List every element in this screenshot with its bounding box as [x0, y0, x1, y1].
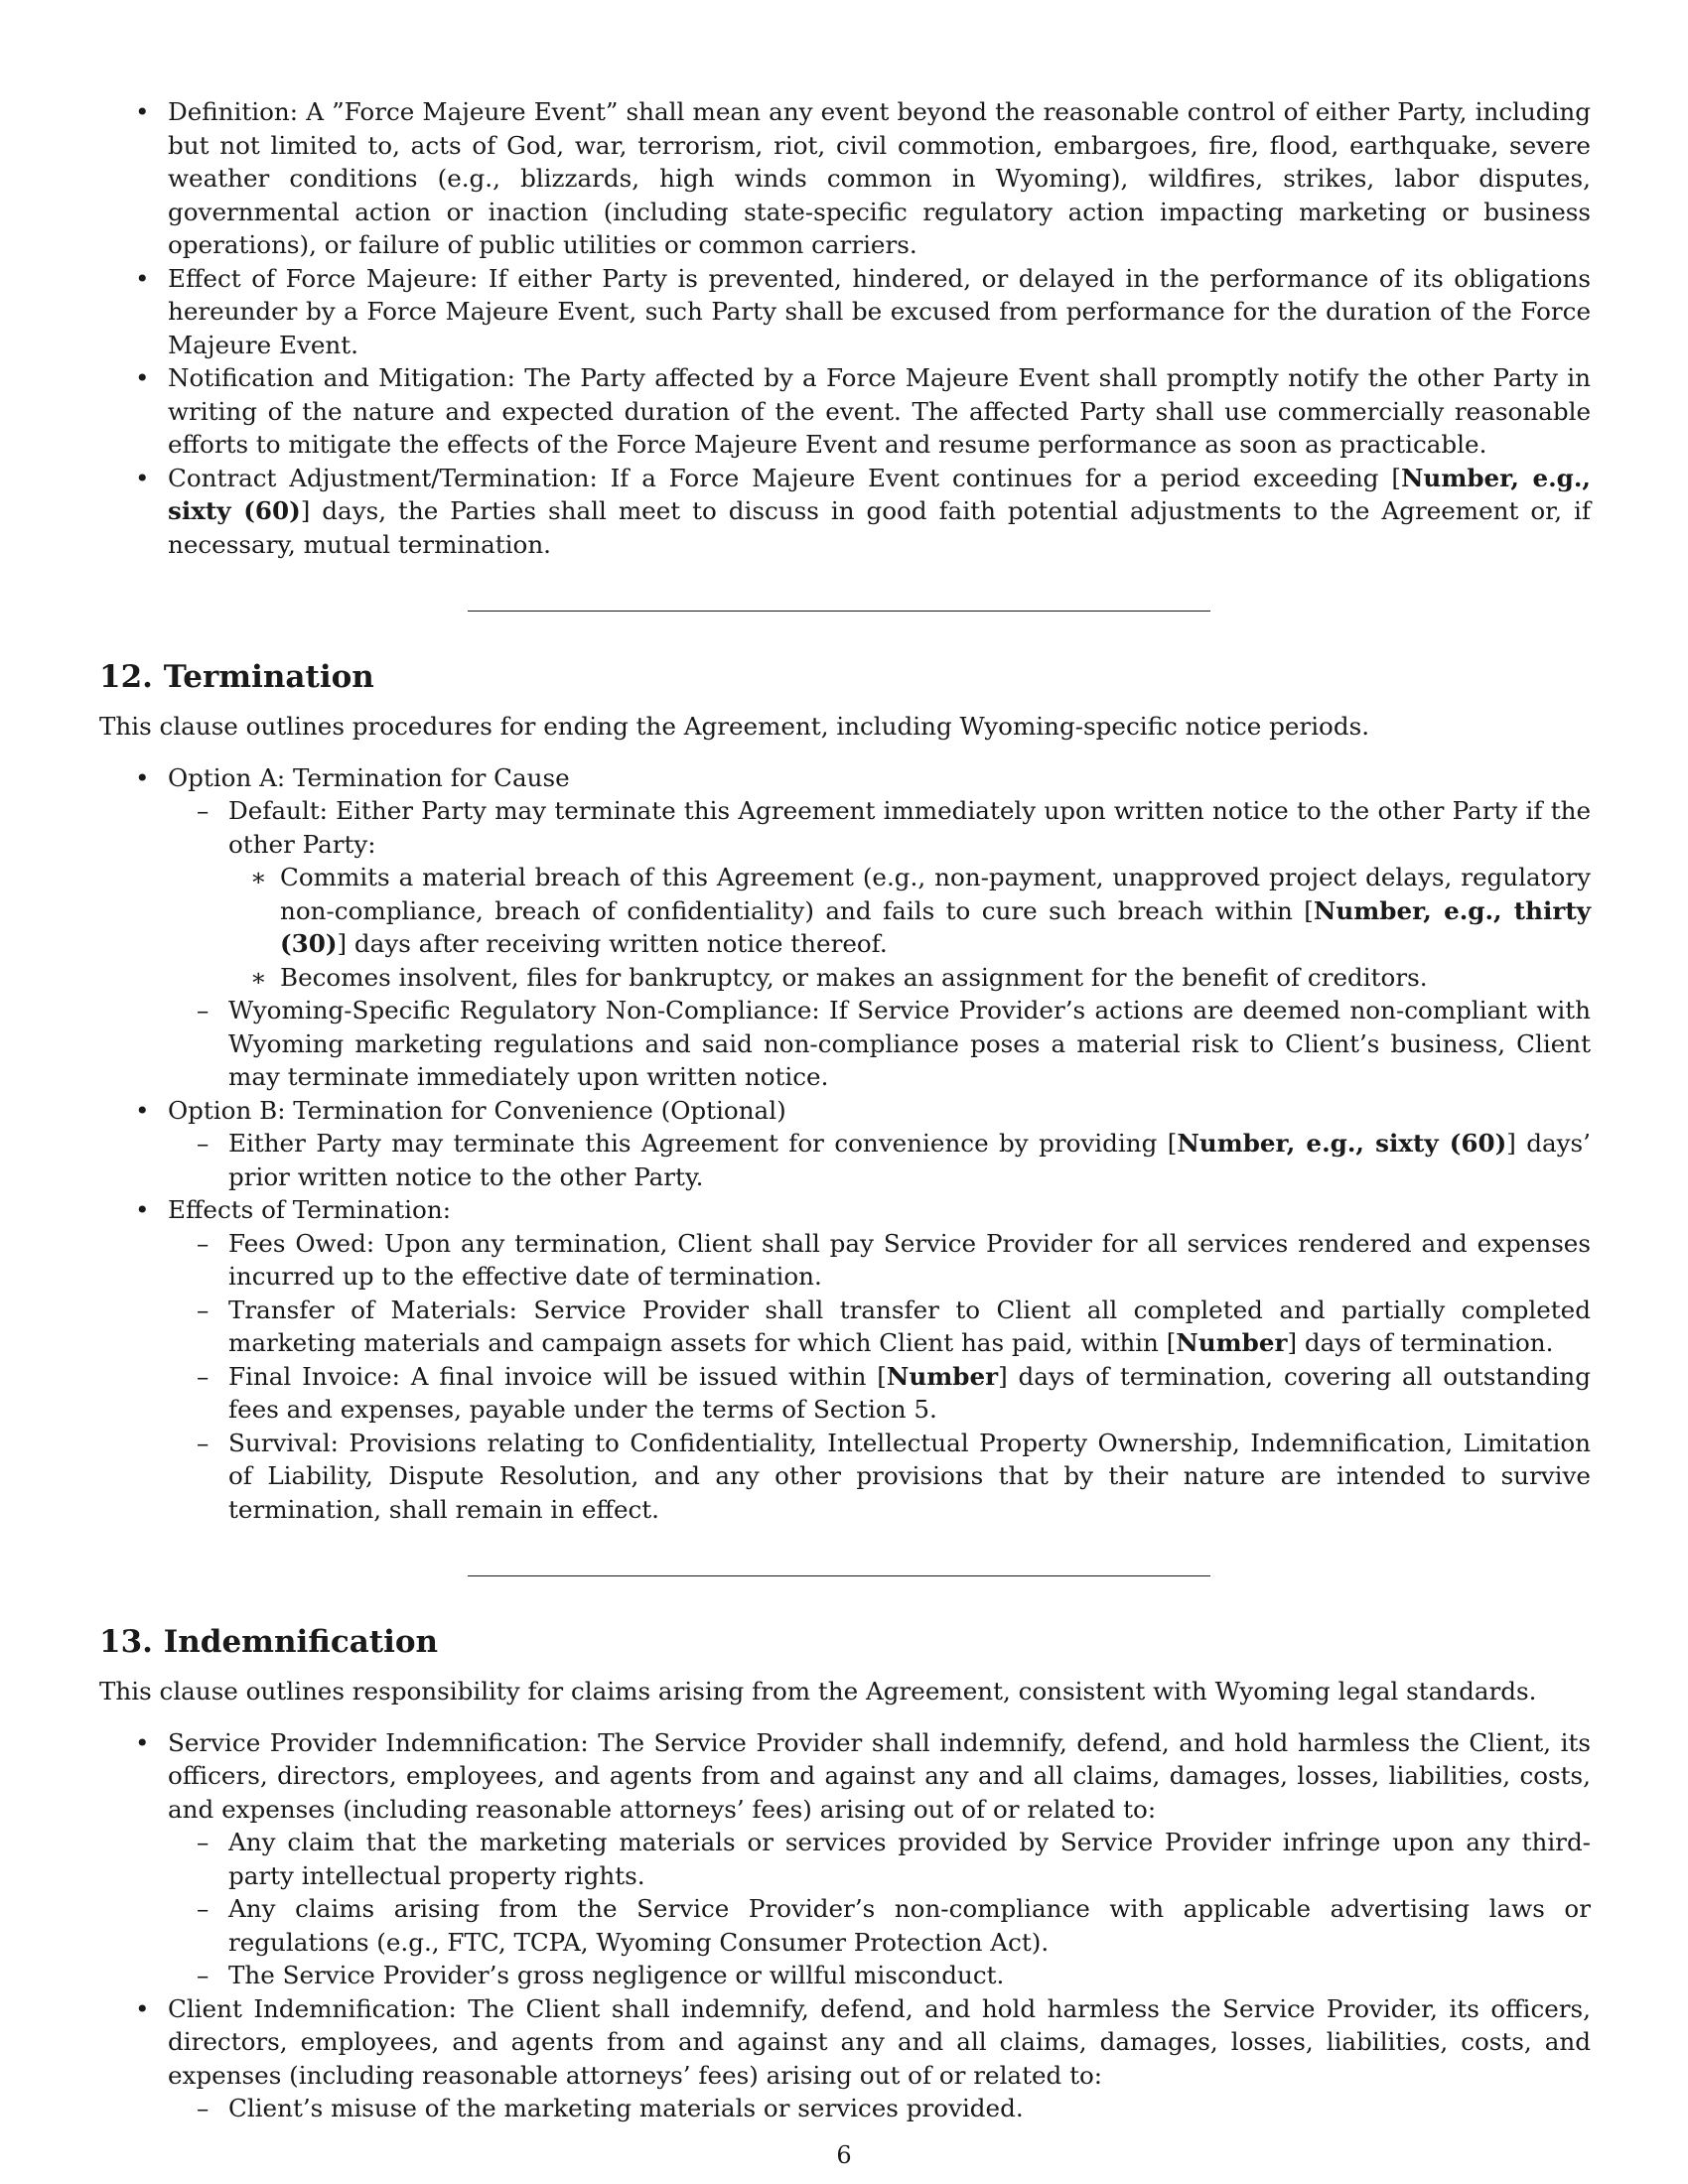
- indemnification-list: [99, 1726, 1591, 2125]
- star-icon: ∗: [250, 863, 267, 891]
- dash-icon: –: [197, 1828, 210, 1856]
- list-item: • Service Provider Indemnification: The Service Provider shall indemnify, defend, and hold harmless the Client, its officers, directors, employees, and agents from and against any and all claims, damages, losses, liabilities, costs, and expenses (including reasonable attorneys’ fees) arising out of or related to:: [135, 1727, 1591, 1824]
- list-item: – Fees Owed: Upon any termination, Client shall pay Service Provider for all services rendered and expenses incurred up to the effective date of termination.: [197, 1228, 1591, 1291]
- list-item: • Contract Adjustment/Termination: If a Force Majeure Event continues for a period exceeding [Number, e.g., sixty (60)] days, the Parties shall meet to discuss in good faith potential adjustments to the Agreement or, if necessary, mutual termination.: [135, 463, 1591, 559]
- dash-icon: –: [197, 796, 210, 825]
- dash-icon: –: [197, 1295, 210, 1324]
- list-item: • Notification and Mitigation: The Party affected by a Force Majeure Event shall promptly notify the other Party in writing of the nature and expected duration of the event. The affected Party shall use commercially reasonable efforts to mitigate the effects of the Force Majeure Event and resume performance as soon as practicable.: [135, 363, 1591, 459]
- dash-icon: –: [197, 1228, 210, 1258]
- document-page: [99, 95, 1591, 2125]
- force-majeure-list: [99, 95, 1591, 561]
- bullet-icon: •: [135, 463, 150, 492]
- bullet-icon: •: [135, 97, 150, 126]
- bullet-icon: •: [135, 1993, 150, 2023]
- list-item: – Wyoming-Specific Regulatory Non-Compliance: If Service Provider’s actions are deemed non-compliant with Wyoming marketing regulations and said non-compliance poses a material risk to Client’s business, Client may terminate immediately upon written notice.: [197, 996, 1591, 1091]
- list-item: – Default: Either Party may terminate this Agreement immediately upon written notice to the other Party if the other Party:: [197, 796, 1591, 859]
- dash-icon: –: [197, 2094, 210, 2122]
- dash-icon: –: [197, 1894, 210, 1923]
- list-item: – The Service Provider’s gross negligence or willful misconduct.: [99, 1959, 1591, 1992]
- bullet-icon: •: [135, 762, 150, 792]
- dash-icon: –: [197, 1961, 210, 1989]
- list-item: • Definition: A ”Force Majeure Event” shall mean any event beyond the reasonable control of either Party, including but not limited to, acts of God, war, terrorism, riot, civil commotion, embargoes, fire, flood, earthquake, severe weather conditions (e.g., blizzards, high winds common in Wyoming), wildfires, strikes, labor disputes, governmental action or inaction (including state-specific regulatory action impacting marketing or business operations), or failure of public utilities or common carriers.: [135, 97, 1591, 259]
- dash-icon: –: [197, 1361, 210, 1391]
- list-item: – Transfer of Materials: Service Provider shall transfer to Client all completed and partially completed marketing materials and campaign assets for which Client has paid, within [Number] days of termination.: [197, 1295, 1591, 1357]
- list-item: – Either Party may terminate this Agreement for convenience by providing [Number, e.g., sixty (60)] days’ prior written notice to the other Party.: [197, 1129, 1591, 1191]
- list-item: – Survival: Provisions relating to Confidentiality, Intellectual Property Ownership, Indemnification, Limitation of Liability, Dispute Resolution, and any other provisions that by their nature are intended to survive termination, shall remain in effect.: [197, 1428, 1591, 1524]
- star-icon: ∗: [250, 962, 267, 992]
- section-heading-indemnification: 13. Indemnification: [99, 1624, 439, 1660]
- list-item: • Effect of Force Majeure: If either Party is prevented, hindered, or delayed in the performance of its obligations hereunder by a Force Majeure Event, such Party shall be excused from performance for the duration of the Force Majeure Event.: [135, 263, 1591, 359]
- list-item: • Client Indemnification: The Client shall indemnify, defend, and hold harmless the Service Provider, its officers, directors, employees, and agents from and against any and all claims, damages, losses, liabilities, costs, and expenses (including reasonable attorneys’ fees) arising out of or related to:: [135, 1993, 1591, 2090]
- list-item: ∗ Becomes insolvent, files for bankruptcy, or makes an assignment for the benefit of creditors.: [99, 961, 1591, 995]
- bullet-icon: •: [135, 1095, 150, 1125]
- list-item: – Client’s misuse of the marketing materials or services provided.: [99, 2092, 1591, 2125]
- bullet-icon: •: [135, 263, 150, 293]
- termination-list: [99, 761, 1591, 1527]
- section-divider: [468, 1575, 1210, 1576]
- section-intro: This clause outlines procedures for ending the Agreement, including Wyoming-specific notice periods.: [99, 712, 1370, 741]
- bullet-icon: •: [135, 1727, 150, 1757]
- list-item: • Effects of Termination:: [99, 1193, 1591, 1227]
- list-item: • Option B: Termination for Convenience (Optional): [99, 1094, 1591, 1128]
- section-divider: [468, 611, 1210, 612]
- page-number: 6: [836, 2141, 852, 2169]
- list-item: – Final Invoice: A final invoice will be issued within [Number] days of termination, covering all outstanding fees and expenses, payable under the terms of Section 5.: [197, 1361, 1591, 1424]
- list-item: • Option A: Termination for Cause: [99, 761, 1591, 795]
- dash-icon: –: [197, 1129, 210, 1158]
- section-intro: This clause outlines responsibility for claims arising from the Agreement, consistent with Wyoming legal standards.: [99, 1677, 1537, 1706]
- section-heading-termination: 12. Termination: [99, 659, 374, 695]
- bullet-icon: •: [135, 1195, 150, 1224]
- list-item: – Any claims arising from the Service Provider’s non-compliance with applicable advertising laws or regulations (e.g., FTC, TCPA, Wyoming Consumer Protection Act).: [197, 1894, 1591, 1957]
- dash-icon: –: [197, 1428, 210, 1457]
- dash-icon: –: [197, 996, 210, 1024]
- bullet-icon: •: [135, 363, 150, 392]
- list-item: – Any claim that the marketing materials or services provided by Service Provider infringe upon any third-party intellectual property rights.: [197, 1828, 1591, 1890]
- list-item: ∗ Commits a material breach of this Agreement (e.g., non-payment, unapproved project delays, regulatory non-compliance, breach of confidentiality) and fails to cure such breach within [Number, e.g., thirty (30)] days after receiving written notice thereof.: [250, 863, 1591, 958]
